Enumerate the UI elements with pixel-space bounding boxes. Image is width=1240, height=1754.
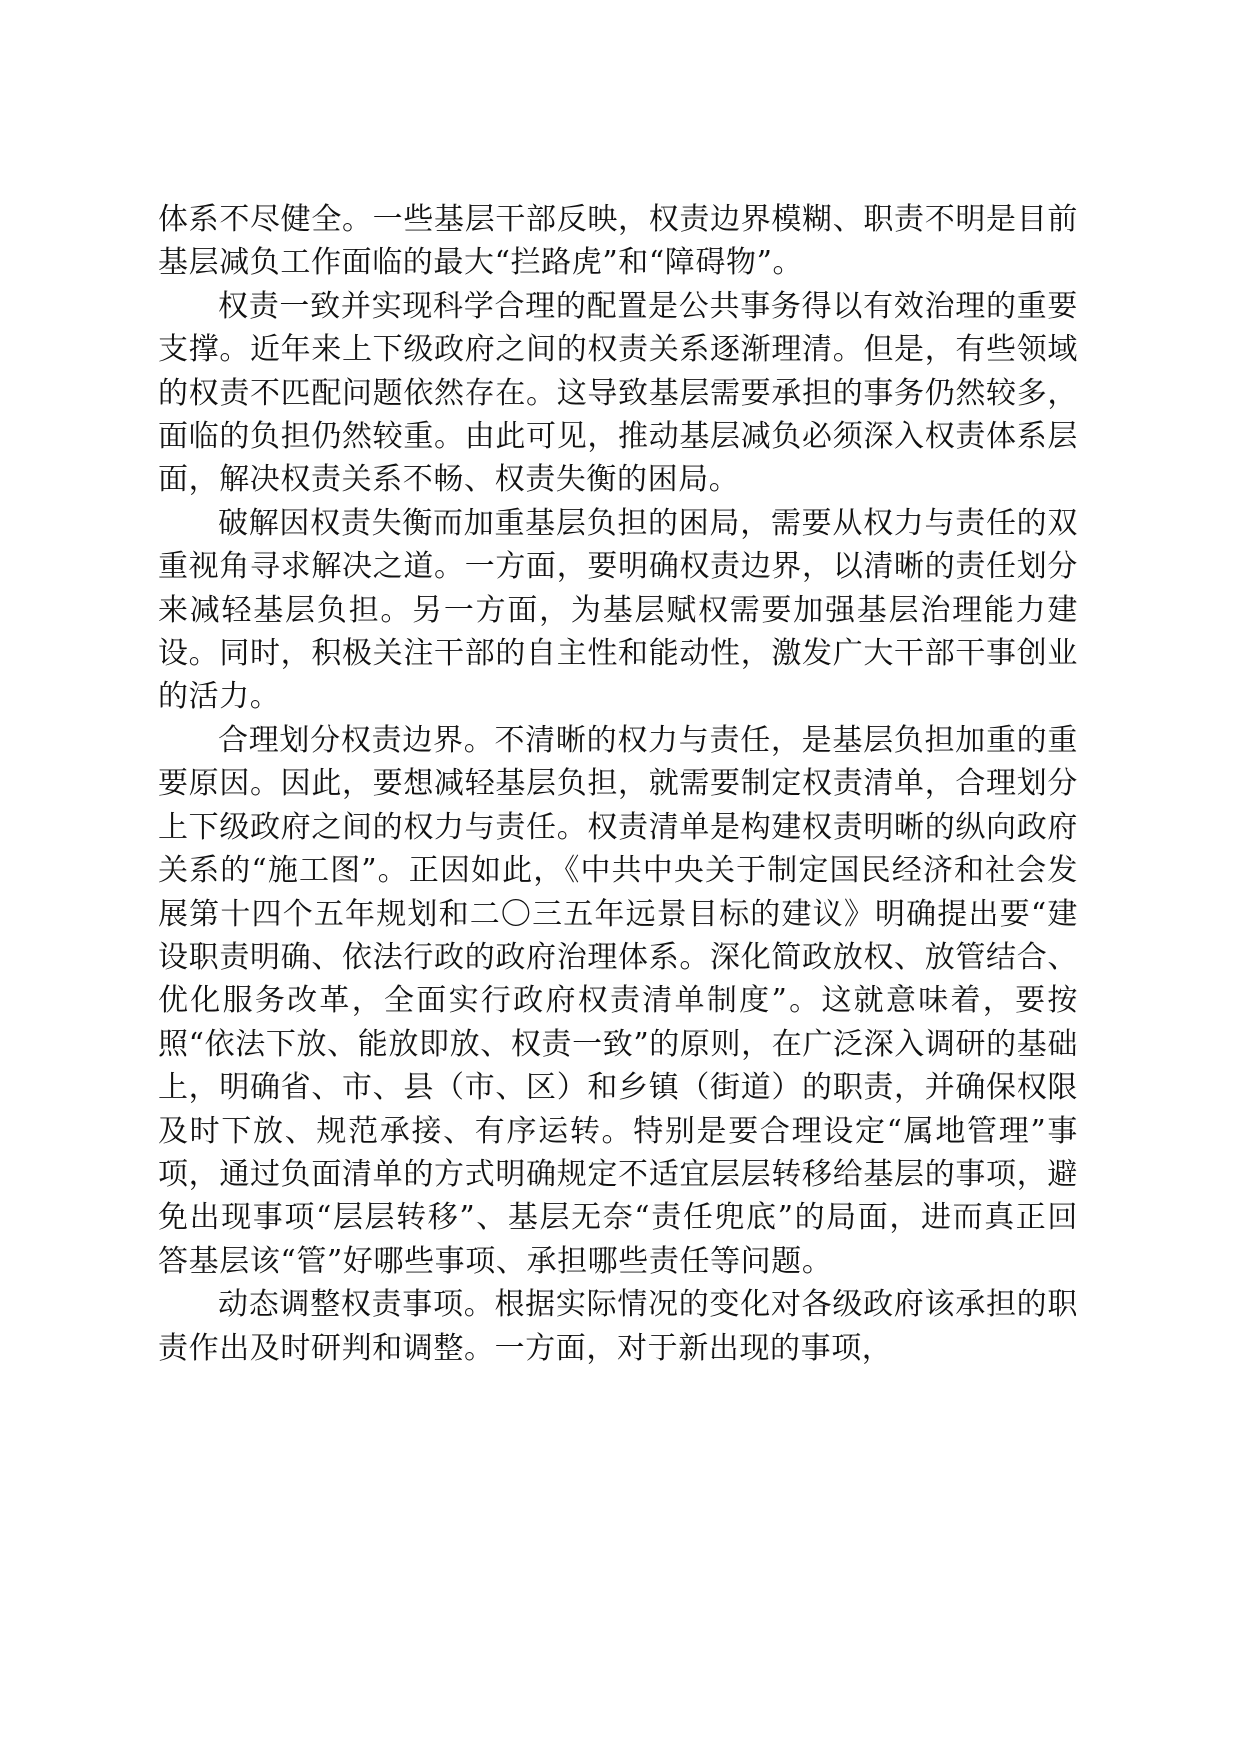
paragraph-3: 破解因权责失衡而加重基层负担的困局，需要从权力与责任的双重视角寻求解决之道。一方面，要明确权责边界，以清晰的责任划分来减轻基层负担。另一方面，为基层赋权需要加强基层治理能力建设。同时，积极关注干部的自主性和能动性，激发广大干部干事创业的活力。 xyxy=(158,505,1078,715)
paragraph-2: 权责一致并实现科学合理的配置是公共事务得以有效治理的重要支撑。近年来上下级政府之间的权责关系逐渐理清。但是，有些领域的权责不匹配问题依然存在。这导致基层需要承担的事务仍然较多，面临的负担仍然较重。由此可见，推动基层减负必须深入权责体系层面，解决权责关系不畅、权责失衡的困局。 xyxy=(158,288,1078,498)
paragraph-1: 体系不尽健全。一些基层干部反映，权责边界模糊、职责不明是目前基层减负工作面临的最大“拦路虎”和“障碍物”。 xyxy=(158,202,1078,281)
paragraph-4: 合理划分权责边界。不清晰的权力与责任，是基层负担加重的重要原因。因此，要想减轻基层负担，就需要制定权责清单，合理划分上下级政府之间的权力与责任。权责清单是构建权责明晰的纵向政府关系的“施工图”。正因如此，《中共中央关于制定国民经济和社会发展第十四个五年规划和二〇三五年远景目标的建议》明确提出要“建设职责明确、依法行政的政府治理体系。深化简政放权、放管结合、优化服务改革，全面实行政府权责清单制度”。这就意味着，要按照“依法下放、能放即放、权责一致”的原则，在广泛深入调研的基础上，明确省、市、县（市、区）和乡镇（街道）的职责，并确保权限及时下放、规范承接、有序运转。特别是要合理设定“属地管理”事项，通过负面清单的方式明确规定不适宜层层转移给基层的事项，避免出现事项“层层转移”、基层无奈“责任兜底”的局面，进而真正回答基层该“管”好哪些事项、承担哪些责任等问题。 xyxy=(158,722,1078,1279)
document-page xyxy=(158,198,1078,1370)
paragraph-5: 动态调整权责事项。根据实际情况的变化对各级政府该承担的职责作出及时研判和调整。一方面，对于新出现的事项， xyxy=(158,1287,1078,1366)
